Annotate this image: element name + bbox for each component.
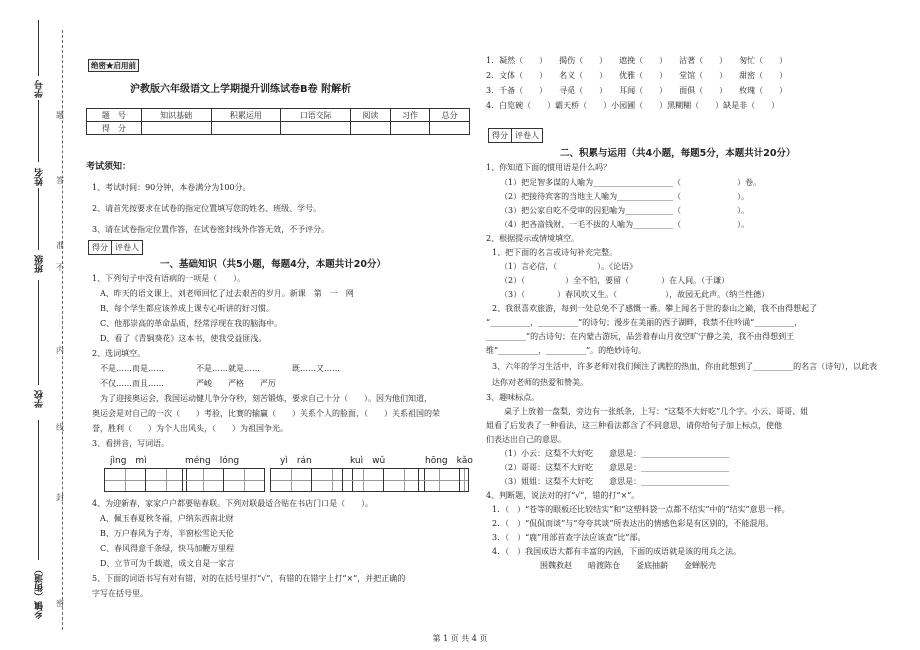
- paragraph-line: 誉，胜利（ ）为个人出风头，（ ）为祖国争光。: [92, 424, 288, 433]
- notice-item: 3、请在试卷指定位置作答，在试卷密封线外作答无效，不予评分。: [92, 225, 330, 234]
- score-header: 题 号: [87, 109, 142, 122]
- score-cell[interactable]: [211, 122, 281, 135]
- writing-grid[interactable]: [104, 468, 146, 492]
- score-cell[interactable]: [390, 122, 430, 135]
- grader-box: [88, 240, 143, 255]
- option-line: B、每个学生都应该养成上课专心听讲的好习惯。: [100, 304, 274, 313]
- question-line: 4、为迎新春，家家户户都要贴春联。下列对联最适合贴在书店门口是（ ）。: [92, 499, 374, 508]
- score-header: 积累运用: [211, 109, 281, 122]
- grader-box: [488, 128, 543, 143]
- section-2-title: 二、积累与运用（共4小题，每题5分，本题共计20分）: [560, 148, 796, 159]
- paragraph-line: __________”的古诗句；在内蒙古游玩，品尝着春山月夜空旷宁静之美，我不由得想到王: [486, 332, 795, 341]
- class-line: [38, 188, 39, 250]
- fill-line: （3）（ ）春风吹又生。（ ），故园无此声。（纳兰性德）: [500, 290, 770, 299]
- pinyin-label: hōng kǎo: [425, 456, 473, 466]
- paragraph-line: 桌子上放着一盘梨，旁边有一张纸条，上写：“这梨不大好吃”几个字。小云、哥哥、姐: [504, 407, 809, 416]
- score-row-label: 得 分: [87, 122, 142, 135]
- school-line: [38, 280, 39, 385]
- writing-grid[interactable]: [459, 468, 469, 492]
- writing-grid[interactable]: [342, 468, 384, 492]
- question-line: 字写在括号里。: [92, 589, 148, 598]
- idiom-list: 围魏救赵 暗渡陈仓 釜底抽薪 金蝉脱壳: [540, 561, 716, 570]
- secret-tag: 绝密★启用前: [88, 59, 139, 72]
- score-table: [86, 108, 470, 135]
- option-line: D、立节可为千载道，成文自是一家言: [100, 559, 235, 568]
- judge-line: 3．（ ）“鹿”用部首查字法应该查“比”部。: [492, 533, 646, 542]
- question-line: 3、趣味标点。: [486, 393, 540, 402]
- score-header: 习作: [390, 109, 430, 122]
- score-cell[interactable]: [351, 122, 391, 135]
- section-1-title: 一、基础知识（共5小题，每题4分，本题共计20分）: [160, 259, 386, 270]
- township-line: [38, 420, 39, 560]
- question-line: 5、下面的词语书写有对有错，对的在括号里打“√”，有错的在错字上打“×”，并把正确的: [92, 574, 406, 583]
- page-title: 沪教版六年级语文上学期提升训练试卷B卷 附解析: [130, 84, 352, 95]
- writing-grid[interactable]: [145, 468, 187, 492]
- option-line: C、春风得意千条绿，快马加鞭万里程: [100, 544, 235, 553]
- binding-strip: [0, 0, 82, 650]
- seal-char: 线: [56, 423, 64, 432]
- notice-item: 1、考试时间：90分钟，本卷满分为100分。: [92, 183, 251, 192]
- writing-grid[interactable]: [223, 468, 265, 492]
- question-line: 4、判断题，说法对的打“√”，错的打“×”。: [486, 491, 640, 500]
- pinyin-label: jìng mì: [110, 456, 147, 466]
- word-check-line: 2．文体（ ） 名义（ ） 优雅（ ） 堂馆（ ） 甜密（ ）: [486, 71, 788, 80]
- seal-char: 内: [56, 346, 64, 355]
- option-line: A、昨天的语文课上，刘老师回忆了过去艰苦的岁月。新课 第 一 网: [100, 289, 354, 298]
- judge-line: 4．（ ）我国成语大都有丰富的内涵，下面的成语就是该的用兵之法。: [492, 547, 742, 556]
- notice-item: 2、请首先按要求在试卷的指定位置填写您的姓名、班级、学号。: [92, 204, 322, 213]
- student-id-label: 学号: [35, 80, 45, 98]
- option-line: D、看了《青铜葵花》这本书，使我受益匪浅。: [100, 334, 267, 343]
- fill-line: （1）言必信，（ ）。《论语》: [500, 262, 638, 271]
- paragraph-line: 奥运会是对自己的一次（ ）考验，比赛的输赢（ ）关系个人的脸面，（ ）关系祖国的荣: [92, 409, 440, 418]
- grader-reviewer: 评卷人: [515, 131, 539, 140]
- writing-grid[interactable]: [418, 468, 460, 492]
- notice-title: 考试须知：: [86, 162, 132, 172]
- grader-score: 得分: [89, 241, 112, 254]
- option-line: A、佩玉春夏秋冬福，户纳东西南北财: [100, 514, 234, 523]
- option-line: B、万户春风为子寿，半窗松雪论天伦: [100, 529, 234, 538]
- idiom-line: （1）把足智多谋的人喻为____________________（ ）卷。: [500, 178, 762, 187]
- idiom-line: （4）把吝啬钱财、一毛不拔的人喻为__________（ ）。: [500, 220, 750, 229]
- seal-char: 题: [56, 111, 64, 120]
- judge-line: 2．（ ）“侃侃而谈”与“夸夸其谈”所表达出的情感色彩是有区别的，不能混用。: [492, 519, 774, 528]
- class-label: 班级: [35, 255, 45, 273]
- answer-line[interactable]: （3）姐姐：这梨不大好吃 意思是：______________________: [500, 477, 730, 486]
- writing-grid[interactable]: [270, 468, 312, 492]
- grader-reviewer: 评卷人: [115, 243, 139, 252]
- township-label: 乡镇（街道）: [35, 565, 45, 619]
- idiom-line: （2）把接待宾客的当地主人喻为______________（ ）。: [500, 192, 750, 201]
- paragraph-line: 维“__________，__________”。的绝妙诗句。: [486, 346, 647, 355]
- seal-char: 不: [56, 263, 64, 272]
- seal-char: 答: [56, 176, 64, 185]
- score-cell[interactable]: [281, 122, 351, 135]
- seal-char: 封: [56, 493, 64, 502]
- subquestion-line: 1、把下面的名言或诗句补充完整。: [492, 248, 618, 257]
- question-line: 2、根据提示或情境填空。: [486, 234, 580, 243]
- word-check-line: 3．千备（ ） 寻觅（ ） 耳闻（ ） 面俱（ ） 枚瑰（ ）: [486, 86, 788, 95]
- paragraph-line: 们表达出自己的意思。: [486, 435, 566, 444]
- fill-line: （2）（ ）全不怕，要留（ ）在人间。（于谦）: [500, 276, 730, 285]
- question-line: 1、你知道下面的惯用语是什么吗？: [486, 163, 612, 172]
- word-check-line: 4．白览碗（ ）霸天桥（ ）小园圃（ ）黑糊糊（ ）缺是非（ ）: [486, 101, 780, 110]
- answer-line[interactable]: （2）哥哥：这梨不大好吃 意思是：______________________: [500, 463, 730, 472]
- judge-line: 1．（ ）“苍等的眼板还比较结实”和“这塑料袋一点都不结实”中的“结实”意思一样。: [492, 505, 790, 514]
- writing-grid[interactable]: [182, 468, 224, 492]
- seal-char: 密: [56, 599, 64, 608]
- question-line: 3、看拼音，写词语。: [92, 439, 170, 448]
- question-line: 1、下列句子中没有语病的一项是（ ）。: [92, 274, 246, 283]
- score-cell[interactable]: [430, 122, 470, 135]
- score-header: 总分: [430, 109, 470, 122]
- pinyin-label: kuì wǔ: [350, 456, 386, 466]
- paragraph-line: 为了迎接奥运会，我国运动健儿争分夺秒，刻苦锻炼，要求自己十分（ ）。因为他们知道，: [100, 394, 432, 403]
- student-id-line: [38, 20, 39, 76]
- score-header: 知识基础: [141, 109, 211, 122]
- paragraph-line: 姐看了后发表了一种看法，这三种看法都含了不同意思，请你给句子加上标点，使他: [486, 421, 782, 430]
- idiom-line: （3）把公家自吃不受审的囚犯喻为____________（ ）。: [500, 206, 750, 215]
- question-line: 2、选词填空。: [92, 349, 146, 358]
- name-line: [38, 100, 39, 162]
- name-label: 姓名: [35, 168, 45, 186]
- paragraph-line: 3、六年的学习生活中，许多老师对我们倾注了满腔的热血，你由此想到了__________的名言（诗句），以此表达你对老师的热爱和赞美。: [492, 362, 878, 387]
- word-check-line: 1．凝然（ ） 揭伤（ ） 遮挽（ ） 沽著（ ） 匆忙（ ）: [486, 56, 788, 65]
- option-line: C、他那崇高的革命品质，经常浮现在我的脑海中。: [100, 319, 283, 328]
- score-cell[interactable]: [141, 122, 211, 135]
- pinyin-label: méng lóng: [185, 456, 240, 466]
- score-header: 口语交际: [281, 109, 351, 122]
- seal-char: 准: [56, 241, 64, 250]
- answer-line[interactable]: （1）小云：这梨不大好吃 意思是：______________________: [500, 449, 730, 458]
- grader-score: 得分: [489, 129, 512, 142]
- choice-line: 不是……而是…… 不是……就是…… 既……又……: [100, 364, 340, 373]
- score-header: 阅读: [351, 109, 391, 122]
- pinyin-label: yì rán: [280, 456, 312, 466]
- school-label: 学校: [35, 390, 45, 408]
- paragraph-line: “__________，__________”的诗句；漫步在美丽的西子湖畔，我禁不住吟诵“__________，: [486, 318, 803, 327]
- choice-line: 不仅……而且…… 严峻 严格 严厉: [100, 379, 276, 388]
- paragraph-line: 2、我很喜欢旅游，每到一处总免不了感慨一番。攀上闻名于世的泰山之巅，我不由得想起了: [492, 304, 818, 313]
- page-footer: 第 1 页 共 4 页: [432, 634, 488, 643]
